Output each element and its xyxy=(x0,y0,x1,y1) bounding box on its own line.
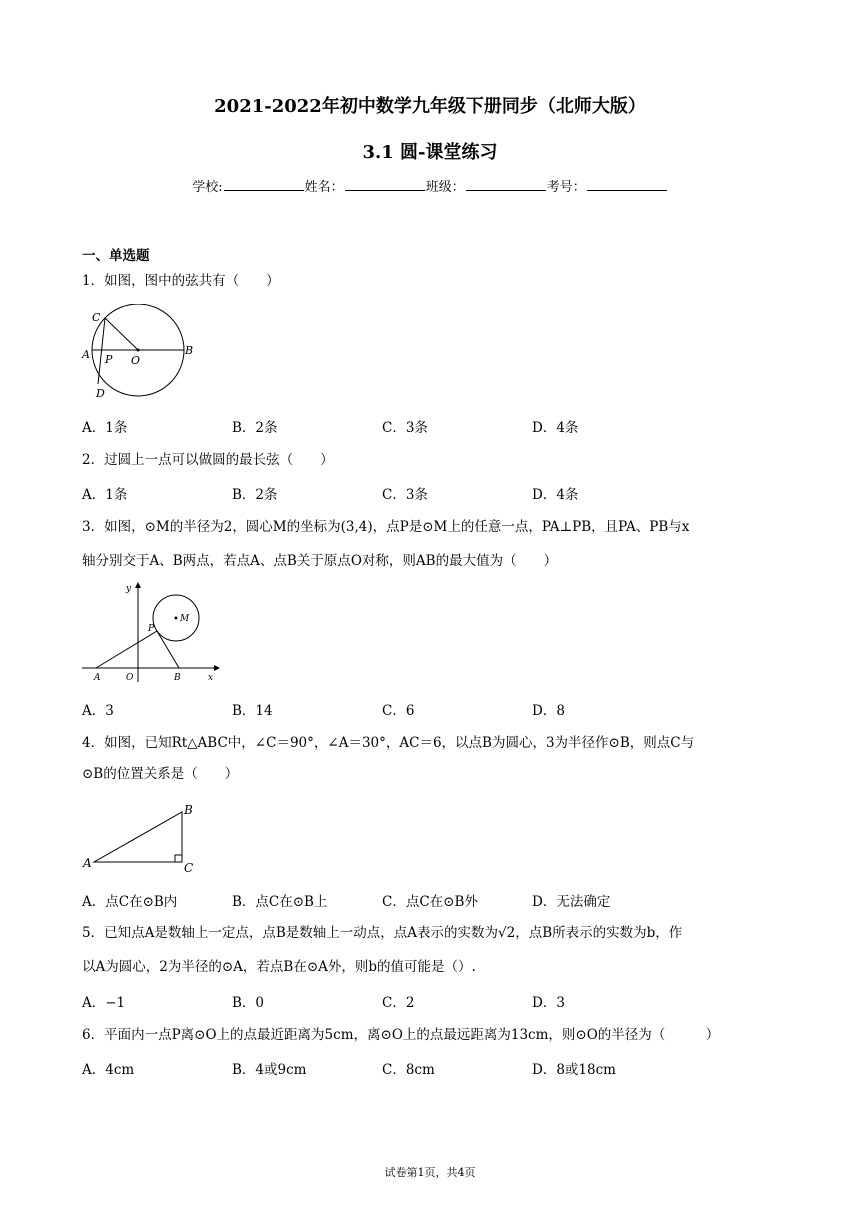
class-blank xyxy=(466,178,546,191)
question-1-figure xyxy=(78,304,203,404)
question-2-stem: 2．过圆上一点可以做圆的最长弦（ ） xyxy=(82,452,334,468)
q3-label-y: y xyxy=(126,584,132,594)
q5-option-a[interactable]: A．−1 xyxy=(82,995,126,1011)
q1-option-b[interactable]: B．2条 xyxy=(232,420,278,436)
q4-label-b: B xyxy=(184,803,193,817)
student-info-line xyxy=(0,176,860,195)
name-blank xyxy=(345,178,425,191)
question-4-options xyxy=(82,890,782,910)
q4-label-c: C xyxy=(184,861,194,874)
q3-label-a: A xyxy=(94,673,101,683)
exam-no-blank xyxy=(587,178,667,191)
question-4-figure xyxy=(80,798,204,874)
question-4-stem-line1: 4．如图，已知Rt△ABC中，∠C＝90°，∠A＝30°，AC＝6，以点B为圆心，3为半径作⊙B，则点C与 xyxy=(82,735,695,751)
q1-label-a: A xyxy=(82,348,90,361)
q1-option-c[interactable]: C．3条 xyxy=(382,420,428,436)
section-heading: 一、单选题 xyxy=(82,248,150,264)
q1-label-b: B xyxy=(185,344,194,357)
q2-option-d[interactable]: D．4条 xyxy=(532,487,579,503)
question-6-stem: 6．平面内一点P离⊙O上的点最近距离为5cm，离⊙O上的点最远距离为13cm，则⊙O的半径为（ ） xyxy=(82,1027,720,1043)
name-label: 姓名： xyxy=(304,180,344,195)
question-2-options xyxy=(82,483,782,503)
q3-option-b[interactable]: B．14 xyxy=(232,703,273,719)
q3-label-x: x xyxy=(208,673,214,683)
q3-label-b: B xyxy=(174,673,181,683)
q1-label-p: P xyxy=(105,353,113,366)
question-1-stem: 1．如图，图中的弦共有（ ） xyxy=(82,273,280,289)
q4-label-a: A xyxy=(83,856,92,870)
q5-option-d[interactable]: D．3 xyxy=(532,995,565,1011)
q3-label-p: P xyxy=(148,624,155,634)
q2-option-b[interactable]: B．2条 xyxy=(232,487,278,503)
q4-option-d[interactable]: D．无法确定 xyxy=(532,894,611,910)
q3-option-c[interactable]: C．6 xyxy=(382,703,415,719)
q5-option-b[interactable]: B．0 xyxy=(232,995,265,1011)
q3-option-d[interactable]: D．8 xyxy=(532,703,565,719)
q3-option-a[interactable]: A．3 xyxy=(82,703,114,719)
question-3-options xyxy=(82,699,782,719)
question-3-figure xyxy=(80,580,220,684)
exam-no-label: 考号： xyxy=(546,180,586,195)
q4-option-b[interactable]: B．点C在⊙B上 xyxy=(232,894,328,910)
q6-option-b[interactable]: B．4或9cm xyxy=(232,1062,307,1078)
question-3-stem-line1: 3．如图，⊙M的半径为2，圆心M的坐标为(3,4)，点P是⊙M上的任意一点，PA⊥PB，且PA、PB与x xyxy=(82,519,690,535)
question-4-stem-line2: ⊙B的位置关系是（ ） xyxy=(82,766,239,782)
q3-label-m: M xyxy=(180,614,190,624)
q6-option-c[interactable]: C．8cm xyxy=(382,1062,435,1078)
class-label: 班级： xyxy=(425,180,465,195)
q1-option-d[interactable]: D．4条 xyxy=(532,420,579,436)
q1-label-d: D xyxy=(96,387,105,400)
q6-option-d[interactable]: D．8或18cm xyxy=(532,1062,616,1078)
q4-option-a[interactable]: A．点C在⊙B内 xyxy=(82,894,178,910)
question-3-stem-line2: 轴分别交于A、B两点，若点A、点B关于原点O对称，则AB的最大值为（ ） xyxy=(82,553,558,569)
question-5-options xyxy=(82,991,782,1011)
q1-option-a[interactable]: A．1条 xyxy=(82,420,128,436)
question-5-stem-line1: 5．已知点A是数轴上一定点，点B是数轴上一动点，点A表示的实数为√2，点B所表示的实数为b，作 xyxy=(82,925,683,941)
question-1-options xyxy=(82,416,782,436)
school-blank xyxy=(224,178,304,191)
page-footer: 试卷第1页，共4页 xyxy=(384,1166,476,1179)
question-6-options xyxy=(82,1058,782,1078)
q1-label-o: O xyxy=(131,354,141,367)
q4-option-c[interactable]: C．点C在⊙B外 xyxy=(382,894,478,910)
q1-label-c: C xyxy=(92,311,101,324)
q5-option-c[interactable]: C．2 xyxy=(382,995,415,1011)
q2-option-c[interactable]: C．3条 xyxy=(382,487,428,503)
q3-label-o: O xyxy=(126,673,134,683)
question-5-stem-line2: 以A为圆心，2为半径的⊙A，若点B在⊙A外，则b的值可能是（）. xyxy=(82,959,476,975)
q6-option-a[interactable]: A．4cm xyxy=(82,1062,135,1078)
school-label: 学校: xyxy=(192,180,223,195)
q2-option-a[interactable]: A．1条 xyxy=(82,487,128,503)
page-title: 2021-2022年初中数学九年级下册同步（北师大版） xyxy=(214,96,646,117)
page-subtitle: 3.1 圆-课堂练习 xyxy=(362,142,498,163)
